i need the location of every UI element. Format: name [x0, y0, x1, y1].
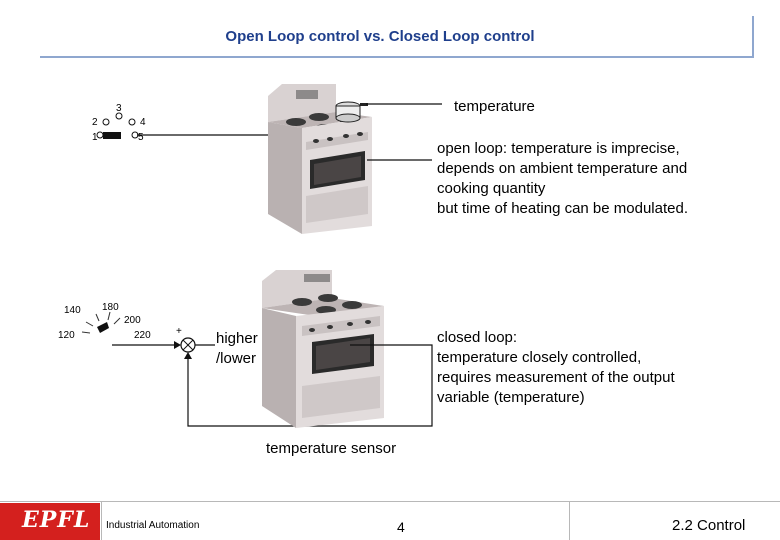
epfl-logo [0, 503, 100, 540]
open-loop-line-2: depends on ambient temperature and [437, 160, 688, 177]
knob-label-1: 1 [92, 132, 98, 143]
knob-label-3: 3 [116, 103, 122, 114]
dial-label-120: 120 [58, 330, 75, 341]
oven-illustration-closed-loop [262, 270, 384, 428]
closed-loop-term: closed loop [437, 329, 513, 346]
setpoint-arrowhead [174, 341, 181, 349]
epfl-logo-text: EPFL [22, 507, 91, 533]
knob-label-2: 2 [92, 117, 98, 128]
closed-loop-line-4: variable (temperature) [437, 389, 585, 406]
open-loop-description [437, 139, 767, 219]
open-loop-line-1 [437, 139, 767, 159]
page-number: 4 [397, 519, 405, 535]
dial-label-200: 200 [124, 315, 141, 326]
higher-lower-label [216, 329, 258, 369]
feedback-arrowhead [184, 352, 192, 359]
closed-loop-description [437, 328, 767, 408]
open-loop-line-4: but time of heating can be modulated. [437, 200, 689, 217]
temperature-label: temperature [454, 98, 535, 115]
footer-separator-left [101, 501, 102, 540]
page-title: Open Loop control vs. Closed Loop control [225, 28, 535, 45]
thermostat-dial-icon [82, 312, 120, 333]
open-loop-first-line-text: : temperature is imprecise, [502, 140, 680, 157]
lower-label: /lower [216, 350, 257, 367]
section-label: 2.2 Control [672, 517, 746, 534]
footer-separator-right [569, 501, 570, 540]
dial-label-180: 180 [102, 302, 119, 313]
course-name: Industrial Automation [106, 520, 200, 531]
header-divider [40, 56, 753, 58]
knob-label-5: 5 [138, 132, 144, 143]
dial-label-220: 220 [134, 330, 151, 341]
open-loop-term: open loop [437, 140, 503, 157]
closed-loop-line-2: temperature closely controlled, [437, 349, 642, 366]
closed-loop-line-3: requires measurement of the output [437, 369, 675, 386]
heat-knob-icon [97, 113, 138, 139]
higher-label: higher [216, 330, 258, 347]
open-loop-line-3: cooking quantity [437, 180, 546, 197]
summing-junction-icon [181, 338, 195, 352]
footer-divider [0, 501, 780, 502]
closed-loop-colon: : [512, 329, 518, 346]
knob-label-4: 4 [140, 117, 146, 128]
plus-sign: + [176, 326, 182, 337]
temperature-sensor-label: temperature sensor [266, 440, 397, 457]
dial-label-140: 140 [64, 305, 81, 316]
closed-loop-line-1 [437, 328, 767, 348]
